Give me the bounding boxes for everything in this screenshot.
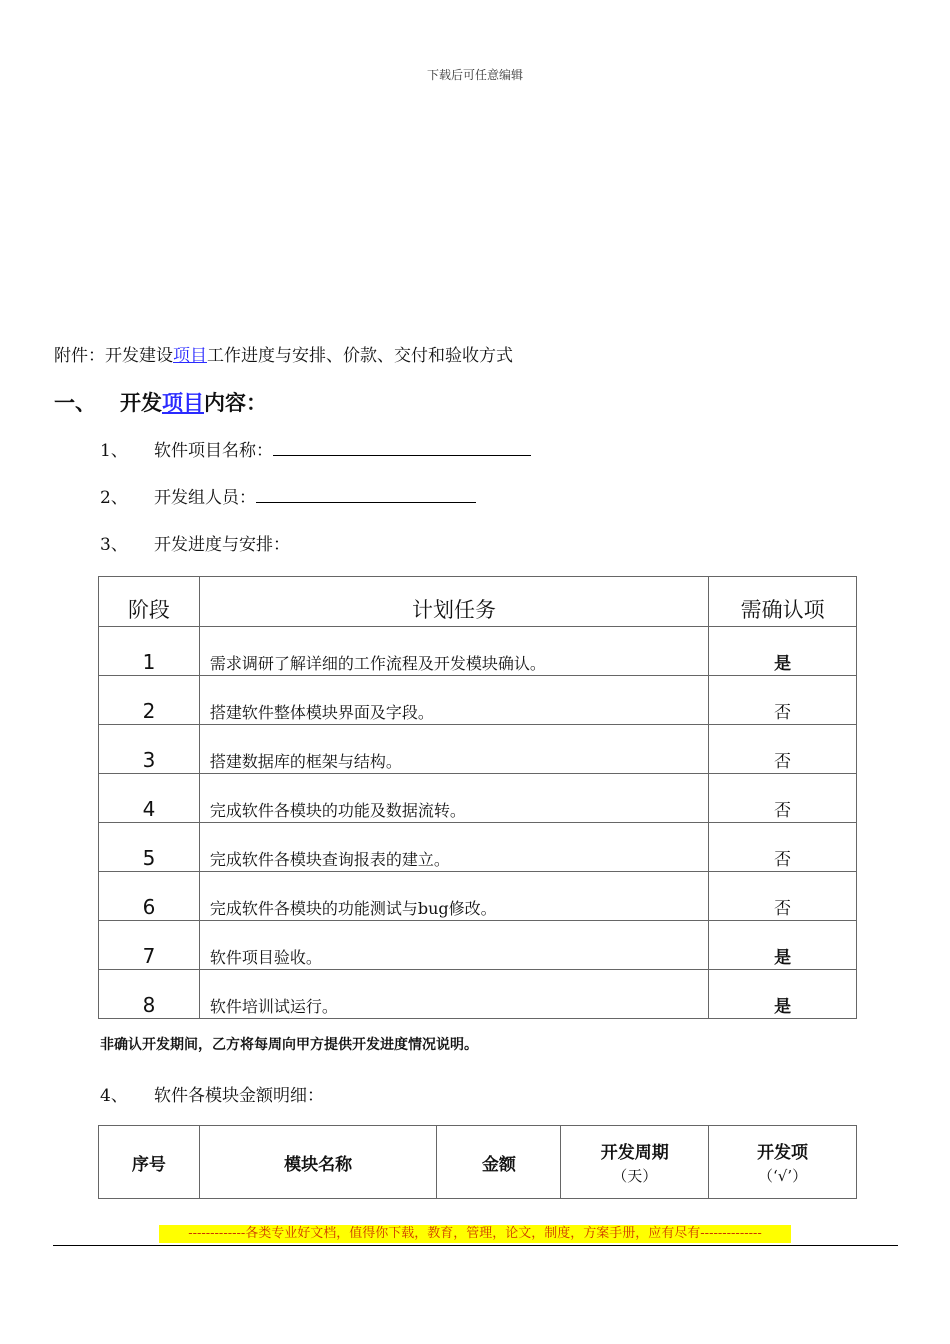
attachment-project-link[interactable]: 项目 [173,346,207,366]
task-cell: 需求调研了解详细的工作流程及开发模块确认。 [199,627,708,676]
confirm-cell: 是 [709,970,857,1019]
item-schedule [100,530,290,555]
attachment-prefix: 附件：开发建设 [54,346,173,366]
header-serial [99,1126,200,1199]
stage-cell: 3 [99,725,200,774]
table-row [99,774,857,823]
confirm-cell: 否 [709,774,857,823]
stage-cell: 8 [99,970,200,1019]
project-name-blank[interactable] [273,437,531,456]
schedule-header-row [99,577,857,627]
table-row [99,921,857,970]
table-row [99,970,857,1019]
section-suffix: 内容： [204,391,267,415]
table-row [99,676,857,725]
header-amount-label: 金额 [481,1154,516,1175]
section-project-link[interactable]: 项目 [162,391,204,415]
amount-table [98,1125,857,1199]
confirm-cell: 否 [709,872,857,921]
item-module-amounts [100,1081,324,1106]
header-stage: 阶段 [99,577,200,627]
header-dev-period-unit: （天） [612,1167,658,1185]
header-dev-item-mark: （‘√’） [758,1167,808,1185]
confirm-cell: 否 [709,676,857,725]
dev-team-blank[interactable] [256,484,476,503]
table-row [99,823,857,872]
task-cell: 搭建软件整体模块界面及字段。 [199,676,708,725]
header-serial-label: 序号 [131,1154,166,1175]
task-cell: 搭建数据库的框架与结构。 [199,725,708,774]
header-module-name-label: 模块名称 [284,1154,353,1175]
footer-divider [53,1245,898,1246]
stage-cell: 4 [99,774,200,823]
section-number: 一、 [54,391,96,415]
header-dev-period-label: 开发周期 [600,1143,669,1163]
attachment-suffix: 工作进度与安排、价款、交付和验收方式 [207,346,513,366]
header-dev-period [561,1126,709,1199]
attachment-title [54,341,513,366]
header-confirm: 需确认项 [709,577,857,627]
item-label: 开发进度与安排： [154,535,290,555]
confirm-cell: 否 [709,823,857,872]
item-label: 开发组人员： [154,488,256,508]
task-cell: 完成软件各模块查询报表的建立。 [199,823,708,872]
schedule-table [98,576,857,1019]
item-dev-team [100,483,476,508]
header-dev-item [709,1126,857,1199]
item-label: 软件各模块金额明细： [154,1086,324,1106]
stage-cell: 1 [99,627,200,676]
item-label: 软件项目名称： [154,441,273,461]
item-index: 2、 [100,488,128,508]
stage-cell: 2 [99,676,200,725]
item-index: 1、 [100,441,128,461]
section-heading [54,387,267,417]
header-module-name [199,1126,437,1199]
table-row [99,725,857,774]
stage-cell: 7 [99,921,200,970]
header-amount [437,1126,561,1199]
table-row [99,872,857,921]
task-cell: 完成软件各模块的功能测试与bug修改。 [199,872,708,921]
amount-header-row [99,1126,857,1199]
table-row [99,627,857,676]
confirm-cell: 是 [709,921,857,970]
confirm-cell: 是 [709,627,857,676]
item-index: 4、 [100,1086,128,1106]
item-index: 3、 [100,535,128,555]
header-task: 计划任务 [199,577,708,627]
stage-cell: 6 [99,872,200,921]
task-cell: 软件培训试运行。 [199,970,708,1019]
progress-note: 非确认开发期间，乙方将每周向甲方提供开发进度情况说明。 [100,1037,478,1053]
header-note: 下载后可任意编辑 [426,68,523,82]
stage-cell: 5 [99,823,200,872]
task-cell: 完成软件各模块的功能及数据流转。 [199,774,708,823]
task-cell: 软件项目验收。 [199,921,708,970]
item-project-name [100,436,531,461]
confirm-cell: 否 [709,725,857,774]
footer-banner: -------------各类专业好文档，值得你下载，教育，管理，论文，制度，方案手册，应有尽有-------------- [159,1225,791,1243]
header-dev-item-label: 开发项 [757,1143,809,1163]
section-prefix: 开发 [120,391,162,415]
